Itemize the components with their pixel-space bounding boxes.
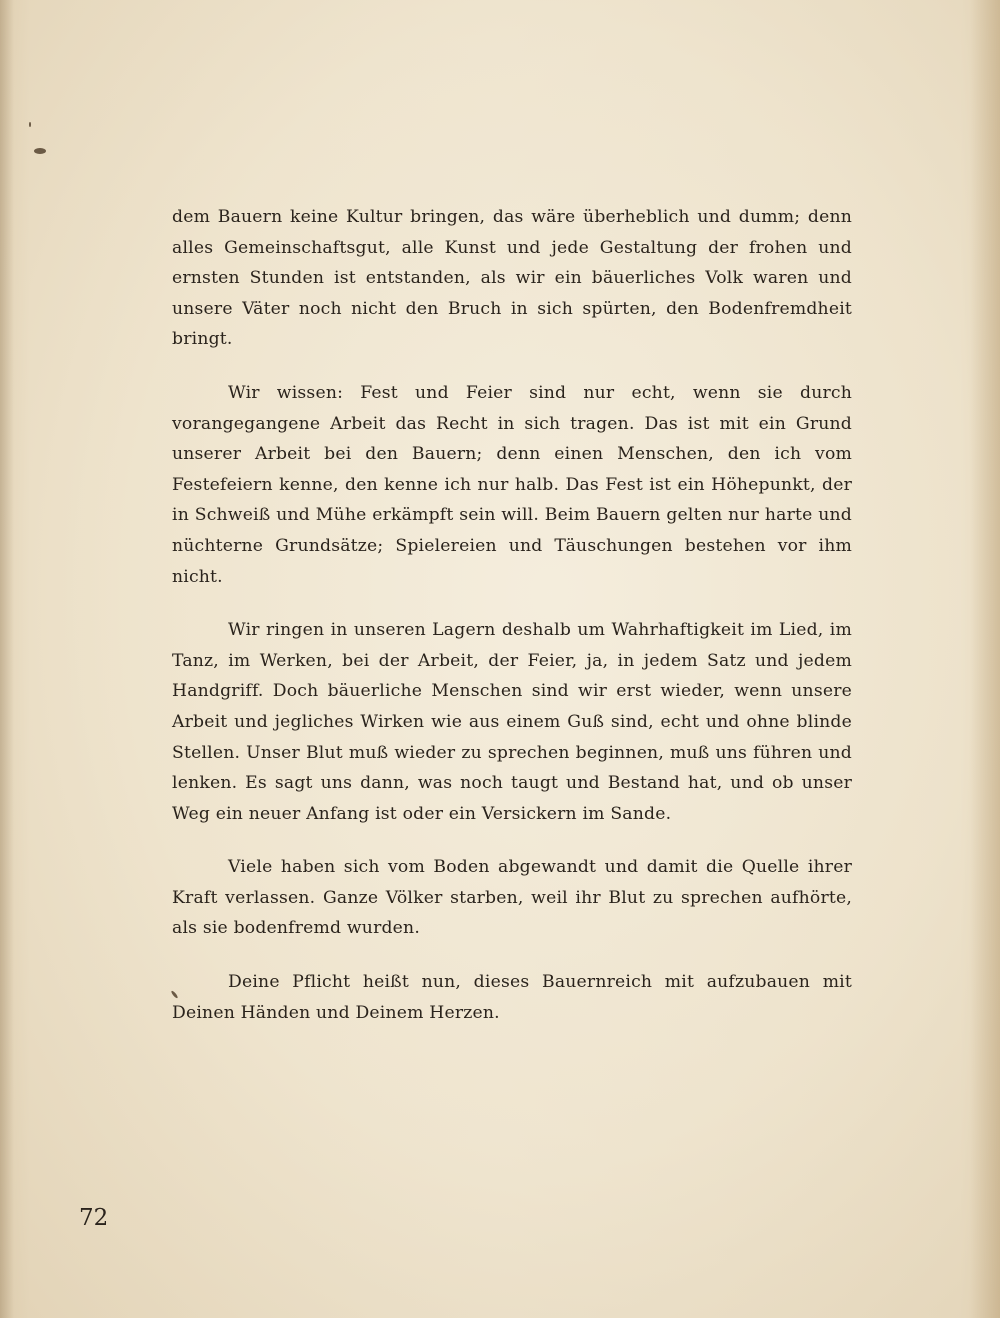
page-edge-shadow	[970, 0, 1000, 1318]
paragraph-1: dem Bauern keine Kultur bringen, das wäre überheblich und dumm; denn alles Gemeinschaftsgut, alle Kunst und jede Gestaltung der frohen und ernsten Stunden ist entstanden, als wir ein bäuerliches Volk waren und unsere Väter noch nicht den Bruch in sich spürten, den Bodenfremdheit bringt.	[172, 207, 852, 350]
ink-speck	[34, 148, 46, 154]
paragraph-4: Viele haben sich vom Boden abgewandt und damit die Quelle ihrer Kraft verlassen. Ganze Völker starben, weil ihr Blut zu sprechen aufhörte, als sie bodenfremd wurden.	[172, 857, 852, 939]
ink-speck	[29, 122, 31, 127]
paragraph-2: Wir wissen: Fest und Feier sind nur echt, wenn sie durch vorangegangene Arbeit das Recht in sich tragen. Das ist mit ein Grund unserer Arbeit bei den Bauern; denn einen Menschen, den ich vom Festefeiern kenne, den kenne ich nur halb. Das Fest ist ein Höhepunkt, der in Schweiß und Mühe erkämpft sein will. Beim Bauern gelten nur harte und nüchterne Grundsätze; Spielereien und Täuschungen bestehen vor ihm nicht.	[172, 382, 852, 587]
body-text	[172, 202, 852, 1051]
paragraph-5: Deine Pflicht heißt nun, dieses Bauernreich mit aufzubauen mit Deinen Händen und Deinem Herzen.	[172, 972, 852, 1023]
paragraph-3: Wir ringen in unseren Lagern deshalb um Wahrhaftigkeit im Lied, im Tanz, im Werken, bei der Arbeit, der Feier, ja, in jedem Satz und jedem Handgriff. Doch bäuerliche Menschen sind wir erst wieder, wenn unsere Arbeit und jegliches Wirken wie aus einem Guß sind, echt und ohne blinde Stellen. Unser Blut muß wieder zu sprechen beginnen, muß uns führen und lenken. Es sagt uns dann, was noch taugt und Bestand hat, und ob unser Weg ein neuer Anfang ist oder ein Versickern im Sande.	[172, 620, 852, 824]
page-number: 72	[79, 1205, 109, 1231]
page-spine-shadow	[0, 0, 14, 1318]
